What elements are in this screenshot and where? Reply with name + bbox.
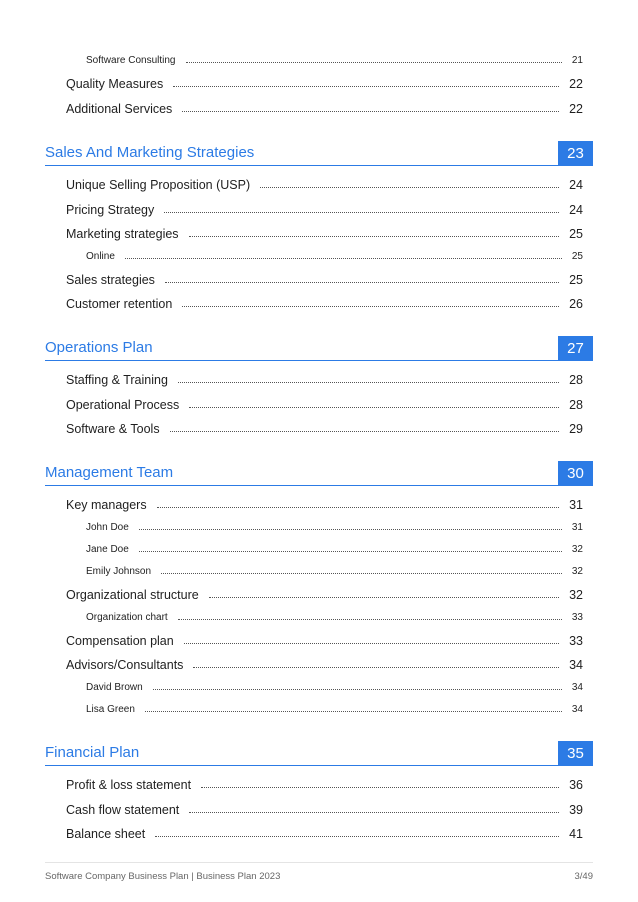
entry-page-number: 22 xyxy=(569,102,583,116)
section-title: Financial Plan xyxy=(45,744,140,761)
entry-title: Organization chart xyxy=(86,612,168,623)
dot-leader xyxy=(209,597,559,598)
toc-subentry[interactable] xyxy=(86,544,583,555)
toc-entry[interactable] xyxy=(66,658,583,672)
dot-leader xyxy=(178,619,562,620)
entry-page-number: 25 xyxy=(571,251,583,262)
toc-subentry[interactable] xyxy=(86,682,583,693)
entry-page-number: 32 xyxy=(571,544,583,555)
dot-leader xyxy=(157,507,559,508)
entry-page-number: 36 xyxy=(569,778,583,792)
entry-page-number: 34 xyxy=(569,658,583,672)
dot-leader xyxy=(165,282,559,283)
dot-leader xyxy=(189,236,560,237)
entry-title: Software Consulting xyxy=(86,55,176,66)
dot-leader xyxy=(186,62,562,63)
entry-title: Customer retention xyxy=(66,297,173,311)
toc-entry[interactable] xyxy=(66,827,583,841)
dot-leader xyxy=(184,643,559,644)
toc-subentry[interactable] xyxy=(86,522,583,533)
section-page-badge: 30 xyxy=(558,461,593,486)
toc-entry[interactable] xyxy=(66,102,583,116)
entry-title: Software & Tools xyxy=(66,422,160,436)
toc-entry[interactable] xyxy=(66,77,583,91)
toc-subentry[interactable] xyxy=(86,566,583,577)
dot-leader xyxy=(193,667,559,668)
toc-section-heading[interactable] xyxy=(45,142,593,166)
dot-leader xyxy=(201,787,559,788)
entry-page-number: 33 xyxy=(571,612,583,623)
section-title: Sales And Marketing Strategies xyxy=(45,144,255,161)
dot-leader xyxy=(178,382,559,383)
entry-page-number: 31 xyxy=(571,522,583,533)
entry-title: Pricing Strategy xyxy=(66,203,155,217)
entry-title: Unique Selling Proposition (USP) xyxy=(66,178,251,192)
entry-page-number: 22 xyxy=(569,77,583,91)
toc-section-heading[interactable] xyxy=(45,742,593,766)
dot-leader xyxy=(173,86,559,87)
toc-entry[interactable] xyxy=(66,398,583,412)
toc-entry[interactable] xyxy=(66,227,583,241)
entry-title: Key managers xyxy=(66,498,147,512)
toc-entry[interactable] xyxy=(66,588,583,602)
section-page-badge: 23 xyxy=(558,141,593,166)
dot-leader xyxy=(260,187,559,188)
section-page-badge: 35 xyxy=(558,741,593,766)
dot-leader xyxy=(139,551,562,552)
toc-section-heading[interactable] xyxy=(45,337,593,361)
dot-leader xyxy=(164,212,559,213)
dot-leader xyxy=(189,407,559,408)
dot-leader xyxy=(182,111,559,112)
entry-title: John Doe xyxy=(86,522,129,533)
entry-title: Sales strategies xyxy=(66,273,155,287)
section-title: Operations Plan xyxy=(45,339,153,356)
toc-entry[interactable] xyxy=(66,778,583,792)
dot-leader xyxy=(145,711,562,712)
entry-title: Operational Process xyxy=(66,398,180,412)
entry-title: Lisa Green xyxy=(86,704,135,715)
entry-title: Staffing & Training xyxy=(66,373,168,387)
entry-page-number: 29 xyxy=(569,422,583,436)
entry-title: Advisors/Consultants xyxy=(66,658,184,672)
footer-document-title: Software Company Business Plan | Business Plan 2023 xyxy=(45,871,281,882)
toc-subentry[interactable] xyxy=(86,251,583,262)
entry-page-number: 25 xyxy=(569,227,583,241)
entry-page-number: 34 xyxy=(571,704,583,715)
toc-subentry[interactable] xyxy=(86,55,583,66)
toc-entry[interactable] xyxy=(66,273,583,287)
toc-entry[interactable] xyxy=(66,203,583,217)
entry-title: Balance sheet xyxy=(66,827,146,841)
dot-leader xyxy=(182,306,559,307)
dot-leader xyxy=(161,573,562,574)
toc-entry[interactable] xyxy=(66,422,583,436)
section-title: Management Team xyxy=(45,464,174,481)
entry-title: Online xyxy=(86,251,115,262)
entry-page-number: 24 xyxy=(569,203,583,217)
toc-entry[interactable] xyxy=(66,634,583,648)
entry-title: Jane Doe xyxy=(86,544,129,555)
page-footer xyxy=(45,862,593,882)
entry-page-number: 33 xyxy=(569,634,583,648)
entry-page-number: 34 xyxy=(571,682,583,693)
entry-page-number: 26 xyxy=(569,297,583,311)
toc-entry[interactable] xyxy=(66,803,583,817)
entry-page-number: 41 xyxy=(569,827,583,841)
dot-leader xyxy=(153,689,562,690)
toc-entry[interactable] xyxy=(66,498,583,512)
entry-title: Organizational structure xyxy=(66,588,199,602)
dot-leader xyxy=(155,836,559,837)
toc-entry[interactable] xyxy=(66,373,583,387)
entry-page-number: 28 xyxy=(569,398,583,412)
toc-entry[interactable] xyxy=(66,297,583,311)
dot-leader xyxy=(125,258,562,259)
entry-title: Emily Johnson xyxy=(86,566,152,577)
footer-page-number: 3/49 xyxy=(574,871,593,882)
entry-page-number: 32 xyxy=(569,588,583,602)
toc-entry[interactable] xyxy=(66,178,583,192)
dot-leader xyxy=(189,812,559,813)
toc-subentry[interactable] xyxy=(86,704,583,715)
entry-title: Compensation plan xyxy=(66,634,174,648)
dot-leader xyxy=(170,431,560,432)
entry-title: Additional Services xyxy=(66,102,173,116)
entry-page-number: 32 xyxy=(571,566,583,577)
entry-title: Marketing strategies xyxy=(66,227,179,241)
entry-title: David Brown xyxy=(86,682,143,693)
section-page-badge: 27 xyxy=(558,336,593,361)
entry-page-number: 24 xyxy=(569,178,583,192)
entry-title: Quality Measures xyxy=(66,77,164,91)
entry-page-number: 25 xyxy=(569,273,583,287)
dot-leader xyxy=(139,529,562,530)
entry-page-number: 39 xyxy=(569,803,583,817)
toc-subentry[interactable] xyxy=(86,612,583,623)
entry-page-number: 21 xyxy=(571,55,583,66)
entry-page-number: 31 xyxy=(569,498,583,512)
entry-page-number: 28 xyxy=(569,373,583,387)
entry-title: Profit & loss statement xyxy=(66,778,192,792)
toc-section-heading[interactable] xyxy=(45,462,593,486)
entry-title: Cash flow statement xyxy=(66,803,180,817)
